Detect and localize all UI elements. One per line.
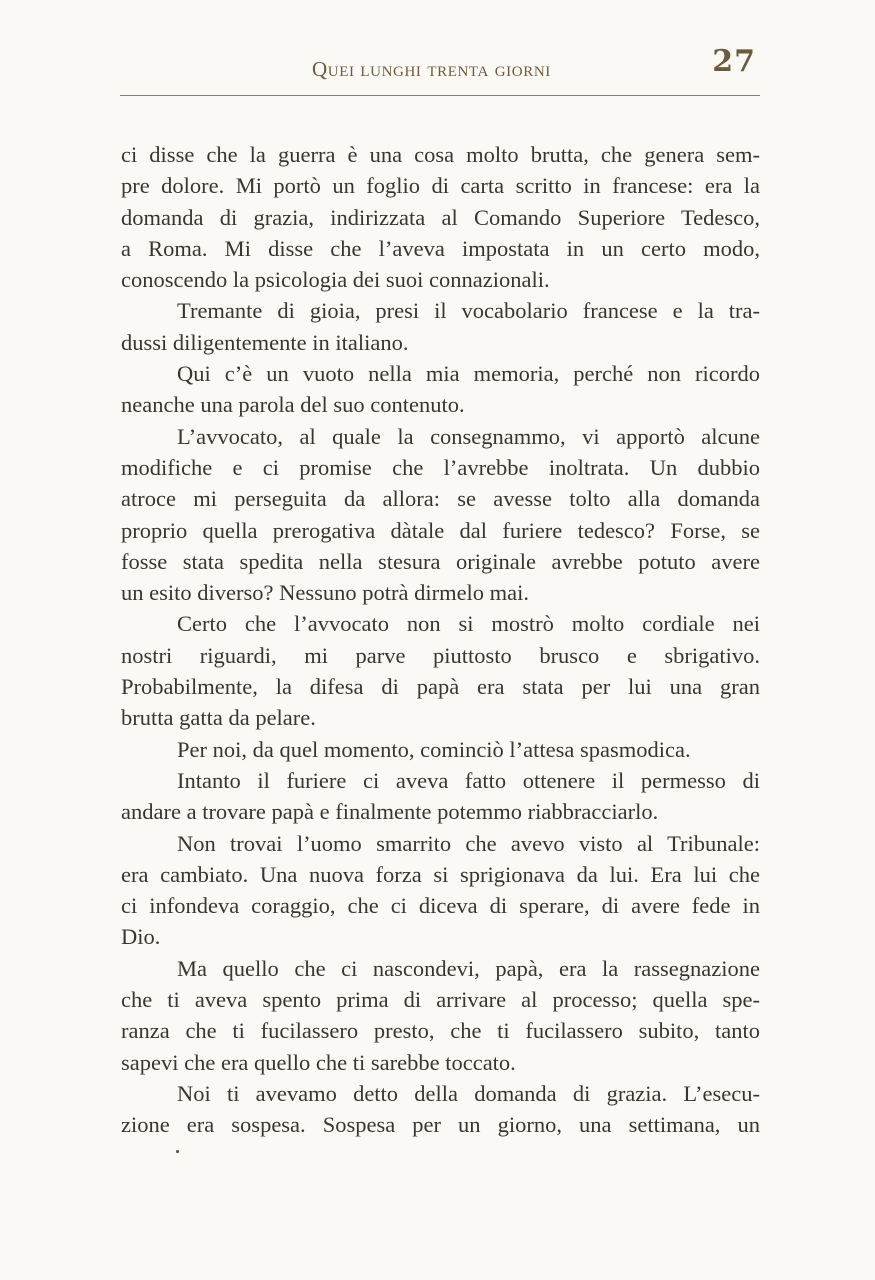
text-line: ci infondeva coraggio, che ci diceva di sperare, di avere fede in (121, 893, 760, 919)
body-text (121, 139, 760, 1141)
text-line: ranza che ti fucilassero presto, che ti fucilassero subito, tanto (121, 1018, 760, 1044)
text-line: atroce mi perseguita da allora: se avesse tolto alla domanda (121, 486, 760, 512)
paragraph (121, 1078, 760, 1141)
text-line: Intanto il furiere ci aveva fatto ottenere il permesso di (177, 767, 760, 793)
text-line: neanche una parola del suo contenuto. (121, 392, 465, 418)
text-line: domanda di grazia, indirizzata al Comando Superiore Tedesco, (121, 204, 760, 230)
text-line: modifiche e ci promise che l’avrebbe inoltrata. Un dubbio (121, 454, 760, 480)
text-line: un esito diverso? Nessuno potrà dirmelo mai. (121, 580, 530, 606)
text-line: Noi ti avevamo detto della domanda di grazia. L’esecu- (177, 1080, 760, 1106)
text-line: Dio. (121, 924, 161, 950)
text-line: proprio quella prerogativa dàtale dal furiere tedesco? Forse, se (121, 517, 760, 543)
text-line: Ma quello che ci nascondevi, papà, era la rassegnazione (177, 955, 760, 981)
paragraph (121, 953, 760, 1078)
text-line: Tremante di gioia, presi il vocabolario francese e la tra- (177, 298, 760, 324)
paragraph (121, 295, 760, 358)
header-divider (120, 95, 760, 96)
text-line: zione era sospesa. Sospesa per un giorno, una settimana, un (121, 1112, 760, 1138)
paragraph (121, 765, 760, 828)
text-line: nostri riguardi, mi parve piuttosto brusco e sbrigativo. (121, 642, 760, 668)
paragraph (121, 421, 760, 609)
paragraph (121, 828, 760, 953)
text-line: conoscendo la psicologia dei suoi connazionali. (121, 267, 550, 293)
text-line: pre dolore. Mi portò un foglio di carta scritto in francese: era la (121, 173, 760, 199)
text-line: Probabilmente, la difesa di papà era stata per lui una gran (121, 674, 760, 700)
text-line: L’avvocato, al quale la consegnammo, vi apportò alcune (177, 423, 760, 449)
text-line: era cambiato. Una nuova forza si sprigionava da lui. Era lui che (121, 861, 760, 887)
paragraph (121, 358, 760, 421)
page-number: 27 (712, 44, 756, 79)
text-line: Per noi, da quel momento, cominciò l’attesa spasmodica. (177, 736, 691, 762)
running-header (120, 44, 760, 96)
text-line: Non trovai l’uomo smarrito che avevo visto al Tribunale: (177, 830, 760, 856)
text-line: dussi diligentemente in italiano. (121, 329, 409, 355)
paragraph (121, 734, 760, 765)
text-line: a Roma. Mi disse che l’aveva impostata in un certo modo, (121, 235, 760, 261)
text-line: fosse stata spedita nella stesura originale avrebbe potuto avere (121, 548, 760, 574)
text-line: andare a trovare papà e finalmente potemmo riabbracciarlo. (121, 799, 659, 825)
text-line: Certo che l’avvocato non si mostrò molto cordiale nei (177, 611, 760, 637)
running-title: Quei lunghi trenta giorni (312, 57, 551, 81)
text-line: che ti aveva spento prima di arrivare al processo; quella spe- (121, 987, 760, 1013)
paragraph (121, 608, 760, 733)
text-line: Qui c’è un vuoto nella mia memoria, perché non ricordo (177, 361, 760, 387)
text-line: brutta gatta da pelare. (121, 705, 316, 731)
text-line: ci disse che la guerra è una cosa molto brutta, che genera sem- (121, 142, 760, 167)
paragraph (121, 139, 760, 295)
print-speck (176, 1150, 179, 1153)
text-line: sapevi che era quello che ti sarebbe toccato. (121, 1049, 516, 1075)
